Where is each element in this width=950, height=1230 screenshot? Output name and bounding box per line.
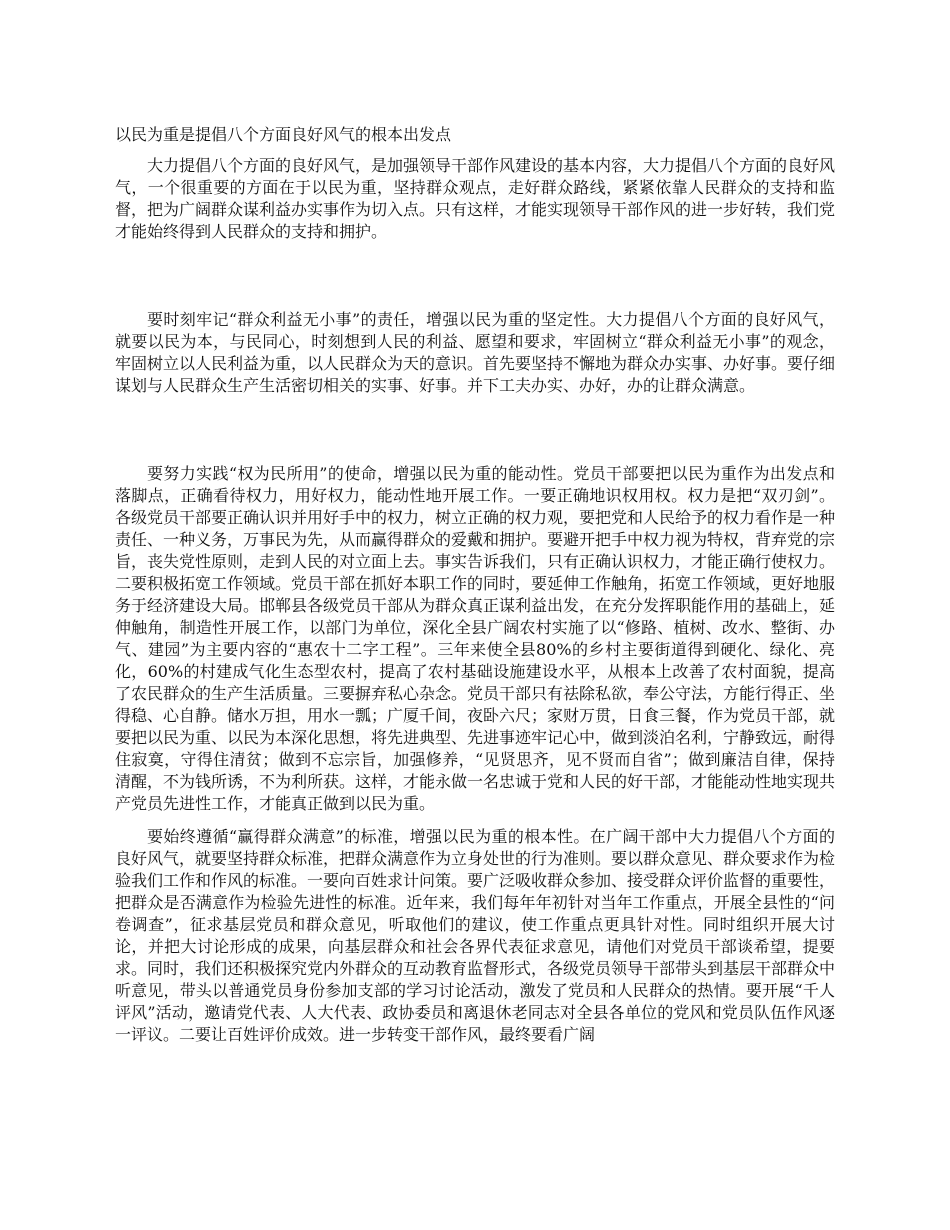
document-page: [115, 124, 835, 1046]
paragraph-people-interest: 要时刻牢记“群众利益无小事”的责任，增强以民为重的坚定性。大力提倡八个方面的良好风气，就要以民为本，与民同心，时刻想到人民的利益、愿望和要求，牢固树立“群众利益无小事”的观念，牢固树立以人民利益为重，以人民群众为天的意识。首先要坚持不懈地为群众办实事、办好事。要仔细谋划与人民群众生产生活密切相关的实事、好事。并下工夫办实、办好，办的让群众满意。: [115, 310, 836, 395]
document-title: 以民为重是提倡八个方面良好风气的根本出发点: [115, 125, 452, 144]
paragraph-power-for-people: 要努力实践“权为民所用”的使命，增强以民为重的能动性。党员干部要把以民为重作为出发点和落脚点，正确看待权力，用好权力，能动性地开展工作。一要正确地识权用权。权力是把“双刃剑”。各级党员干部要正确认识并用好手中的权力，树立正确的权力观，要把党和人民给予的权力看作是一种责任、一种义务，万事民为先，从而赢得群众的爱戴和拥护。要避开把手中权力视为特权，背弃党的宗旨，丧失党性原则，走到人民的对立面上去。事实告诉我们，只有正确认识权力，才能正确行使权力。二要积极拓宽工作领域。党员干部在抓好本职工作的同时，要延伸工作触角，拓宽工作领域，更好地服务于经济建设大局。邯郸县各级党员干部从为群众真正谋利益出发，在充分发挥职能作用的基础上，延伸触角，制造性开展工作，以部门为单位，深化全县广阔农村实施了以“修路、植树、改水、整街、办气、建园”为主要内容的“惠农十二字工程”。三年来使全县80%的乡村主要街道得到硬化、绿化、亮化，60%的村建成气化生态型农村，提高了农村基础设施建设水平，从根本上改善了农村面貌，提高了农民群众的生产生活质量。三要摒弃私心杂念。党员干部只有祛除私欲，奉公守法，方能行得正、坐得稳、心自静。储水万担，用水一瓢；广厦千间，夜卧六尺；家财万贯，日食三餐，作为党员干部，就要把以民为重、以民为本深化思想，将先进典型、先进事迹牢记心中，做到淡泊名利，宁静致远，耐得住寂寞，守得住清贫；做到不忘宗旨，加强修养，“见贤思齐，见不贤而自省”；做到廉洁自律，保持清醒，不为钱所诱，不为利所获。这样，才能永做一名忠诚于党和人民的好干部，才能能动性地实现共产党员先进性工作，才能真正做到以民为重。: [115, 464, 836, 813]
paragraph-intro: 大力提倡八个方面的良好风气，是加强领导干部作风建设的基本内容，大力提倡八个方面的良好风气，一个很重要的方面在于以民为重，坚持群众观点，走好群众路线，紧紧依靠人民群众的支持和监督，把为广阔群众谋利益办实事作为切入点。只有这样，才能实现领导干部作风的进一步好转，我们党才能始终得到人民群众的支持和拥护。: [115, 156, 836, 241]
paragraph-mass-satisfaction: 要始终遵循“赢得群众满意”的标准，增强以民为重的根本性。在广阔干部中大力提倡八个方面的良好风气，就要坚持群众标准，把群众满意作为立身处世的行为准则。要以群众意见、群众要求作为检验我们工作和作风的标准。一要向百姓求计问策。要广泛吸收群众参加、接受群众评价监督的重要性，把群众是否满意作为检验先进性的标准。近年来，我们每年年初针对当年工作重点，开展全县性的“问卷调查”，征求基层党员和群众意见，听取他们的建议，使工作重点更具针对性。同时组织开展大讨论，并把大讨论形成的成果，向基层群众和社会各界代表征求意见，请他们对党员干部谈希望，提要求。同时，我们还积极探究党内外群众的互动教育监督形式，各级党员领导干部带头到基层干部群众中听意见，带头以普通党员身份参加支部的学习讨论活动，激发了党员和人民群众的热情。要开展“千人评风”活动，邀请党代表、人大代表、政协委员和离退休老同志对全县各单位的党风和党员队伍作风逐一评议。二要让百姓评价成效。进一步转变干部作风，最终要看广阔: [115, 827, 836, 1044]
